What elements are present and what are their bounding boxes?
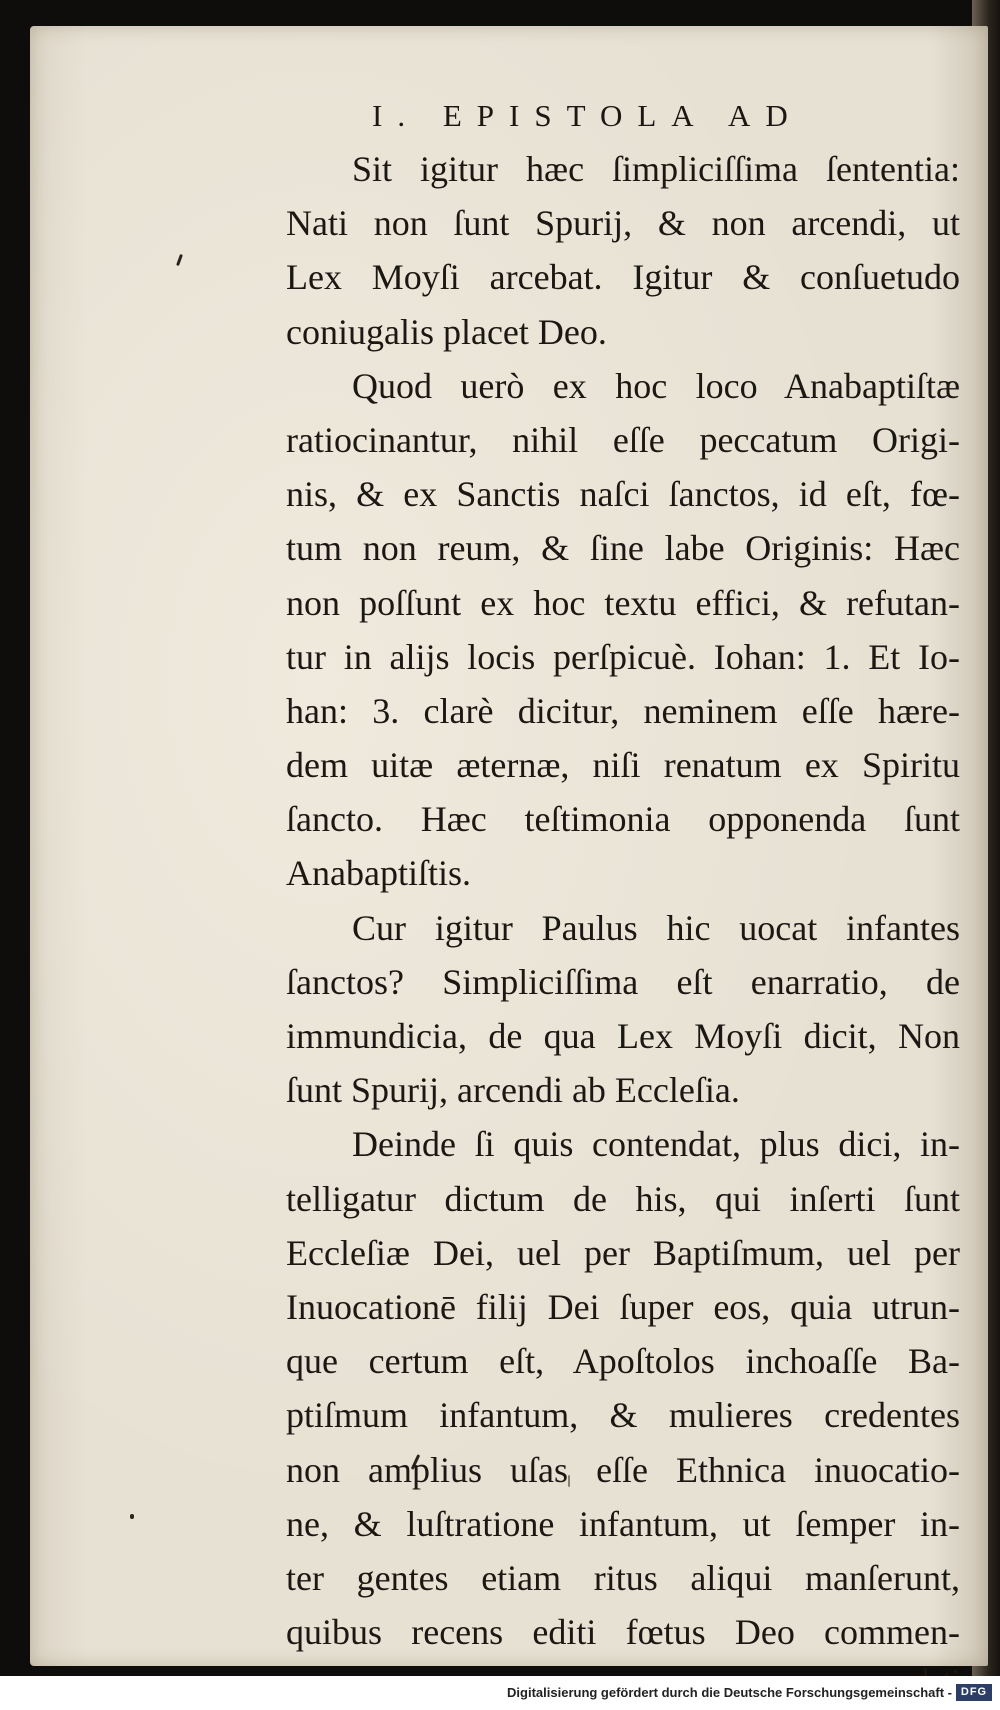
paragraph-4 <box>286 1117 960 1659</box>
text-line: ſanctos? Simpliciſſima eſt enarratio, de <box>286 961 960 1002</box>
funding-credit: Digitalisierung gefördert durch die Deutsche Forschungsgemeinschaft - <box>507 1685 952 1700</box>
text-line: dem uitæ æternæ, niſi renatum ex Spiritu <box>286 745 960 786</box>
text-line: tur in alijs locis perſpicuè. Iohan: 1. Et Io- <box>286 636 960 677</box>
text-line: coniugalis placet Deo. <box>286 311 607 352</box>
text-line: han: 3. clarè dicitur, neminem eſſe hære- <box>286 690 960 731</box>
text-line: immundicia, de qua Lex Moyſi dicit, Non <box>286 1016 960 1056</box>
text-line: non amplius uſas eſſe Ethnica inuocatio- <box>286 1449 960 1490</box>
running-head: I. EPISTOLA AD <box>372 98 803 133</box>
ink-speck <box>130 1514 134 1519</box>
text-line: Anabaptiſtis. <box>286 853 471 894</box>
text-line: ne, & luſtratione infantum, ut ſemper in- <box>286 1503 960 1544</box>
text-line: tum non reum, & ſine labe Originis: Hæc <box>286 528 960 569</box>
ink-speck <box>176 254 183 266</box>
text-line: nis, & ex Sanctis naſci ſanctos, id eſt, fœ- <box>286 474 960 515</box>
text-line: Deinde ſi quis contendat, plus dici, in- <box>352 1124 960 1165</box>
text-line: quibus recens editi fœtus Deo commen- <box>286 1612 960 1653</box>
text-line: ter gentes etiam ritus aliqui manſerunt, <box>286 1557 960 1598</box>
text-line: ptiſmum infantum, & mulieres credentes <box>286 1395 960 1436</box>
page-text <box>286 90 960 1701</box>
paragraph-3 <box>286 901 960 1118</box>
text-line: Inuocationē filij Dei ſuper eos, quia utrun- <box>286 1286 960 1327</box>
text-line: non poſſunt ex hoc textu effici, & refutan- <box>286 582 960 623</box>
text-line: que certum eſt, Apoſtolos inchoaſſe Ba- <box>286 1341 960 1382</box>
text-line: ſunt Spurij, arcendi ab Eccleſia. <box>286 1070 740 1111</box>
paragraph-1 <box>286 142 960 359</box>
paragraph-2 <box>286 359 960 901</box>
digitization-footer <box>0 1676 1000 1710</box>
text-line: telligatur dictum de his, qui inſerti ſunt <box>286 1178 960 1219</box>
dfg-logo: DFG <box>956 1684 992 1701</box>
text-line: Sit igitur hæc ſimpliciſſima ſententia: <box>352 149 960 189</box>
text-line: Lex Moyſi arcebat. Igitur & conſuetudo <box>286 257 960 298</box>
text-line: Cur igitur Paulus hic uocat infantes <box>352 907 960 948</box>
text-line: Quod uerò ex hoc loco Anabaptiſtæ <box>352 365 960 406</box>
text-line: ſancto. Hæc teſtimonia opponenda ſunt <box>286 799 960 840</box>
text-line: Eccleſiæ Dei, uel per Baptiſmum, uel per <box>286 1232 960 1273</box>
text-line: ratiocinantur, nihil eſſe peccatum Origi- <box>286 419 960 460</box>
text-line: Nati non ſunt Spurij, & non arcendi, ut <box>286 203 960 244</box>
